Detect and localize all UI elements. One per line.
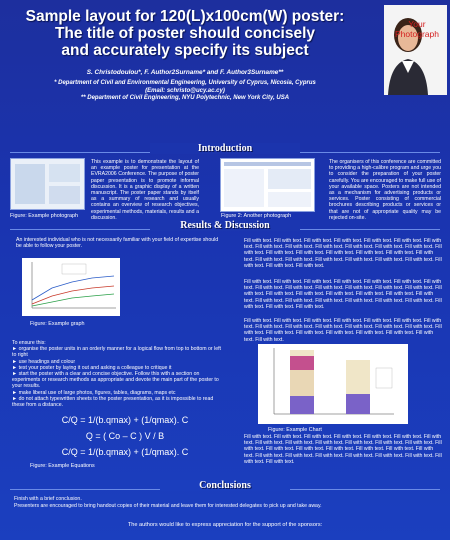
photo-caption: Your Photograph	[395, 19, 439, 39]
guideline-item: ► test your poster by laying it out and asking a colleague to critique it	[12, 364, 172, 371]
acknowledgement-text: The authors would like to express appreciation for the support of the sponsors:	[127, 522, 323, 528]
photograph-icon	[11, 159, 84, 209]
conclusions-line-1: Finish with a brief conclusion.	[14, 496, 82, 502]
another-photograph	[220, 158, 315, 212]
figure-caption-another-photograph: Figure 2: Another photograph	[221, 213, 292, 219]
example-graph	[22, 258, 120, 316]
guidelines-list	[12, 346, 224, 408]
equation-2: Q = ( Co – C ) V / B	[85, 431, 165, 441]
guidelines-block	[12, 340, 224, 408]
stacked-bar-chart-icon	[258, 344, 408, 424]
introduction-left-text: This example is to demonstrate the layout of an example poster for presentation at the EVRA2006 Conference. The purpose of poster paper presentation is to promote informal discussion. It is a graphic display of a written manuscript. The poster paper stands by itself as a summary of research and usually contains an overview of research objectives, experimental methods, materials, results and a discussion.	[91, 159, 199, 221]
figure-caption-chart: Figure: Example Chart	[268, 427, 322, 433]
guideline-item: ► do not attach typewritten sheets to the poster presentation, as it is impossible to read these from a distance.	[12, 395, 214, 409]
title-block	[0, 8, 370, 103]
poster-title-line-1: Sample layout for 120(L)x100cm(W) poster:	[25, 8, 345, 25]
affiliation-2: ** Department of Civil Engineering, NYU Polytechnic, New York City, USA	[80, 95, 290, 101]
fill-text-paragraph-1: Fill with text. Fill with text. Fill with text. Fill with text. Fill with text. Fill with text. Fill with text. Fill with text. Fill with text. Fill with text. Fill with text. Fill with text. Fill with text. Fill with text. Fill with text. Fill with text. Fill with text. Fill with text. Fill with text. Fill with text. Fill with text. Fill with text. Fill with text. Fill with text. Fill with text. Fill with text. Fill with text. Fill with text. Fill with text.	[244, 238, 442, 269]
equation-3: C/Q = 1/(b.qmax) + (1/qmax). C	[61, 447, 189, 457]
results-intro-text: An interested individual who is not necessarily familiar with your field of expertise should be able to follow your poster.	[16, 237, 219, 250]
conclusions-line-2: Presenters are encouraged to bring handout copies of their material and leave them for interested delegates to pick up and take away.	[14, 503, 322, 509]
guideline-item: ► make liberal use of large photos, figures, tables, diagrams, maps etc	[12, 389, 176, 396]
author-photo	[384, 5, 447, 95]
figure-caption-graph: Figure: Example graph	[30, 321, 85, 327]
equation-1: C/Q = 1/(b.qmax) + (1/qmax). C	[61, 415, 189, 425]
example-chart	[258, 344, 408, 424]
fill-text-paragraph-3: Fill with text. Fill with text. Fill with text. Fill with text. Fill with text. Fill with text. Fill with text. Fill with text. Fill with text. Fill with text. Fill with text. Fill with text. Fill with text. Fill with text. Fill with text. Fill with text. Fill with text. Fill with text. Fill with text. Fill with text. Fill with text.	[244, 318, 442, 343]
poster-title-line-2: The title of poster should concisely	[54, 25, 316, 42]
introduction-heading: Introduction	[150, 143, 300, 154]
guideline-item: ► use headings and colour	[12, 358, 76, 365]
affiliation-1: * Department of Civil and Environmental Engineering, University of Cyprus, Nicosia, Cyprus	[54, 80, 316, 86]
author-list: S. Christodoulou*, F. Author2Surname* and F. Author3Surname**	[86, 69, 284, 76]
conclusions-heading: Conclusions	[160, 480, 290, 491]
document-thumbnail-icon	[221, 159, 314, 211]
example-photograph	[10, 158, 85, 210]
poster-title-line-3: and accurately specify its subject	[61, 42, 309, 59]
guideline-item: ► start the poster with a clear and concise objective. Follow this with a section on experiments or research methods as appropriate and devote the main part of the poster to your results.	[12, 371, 219, 390]
fill-text-paragraph-4: Fill with text. Fill with text. Fill with text. Fill with text. Fill with text. Fill with text. Fill with text. Fill with text. Fill with text. Fill with text. Fill with text. Fill with text. Fill with text. Fill with text. Fill with text. Fill with text. Fill with text. Fill with text. Fill with text. Fill with text. Fill with text. Fill with text. Fill with text. Fill with text. Fill with text. Fill with text. Fill with text. Fill with text.	[244, 434, 442, 465]
line-graph-icon	[22, 258, 120, 316]
figure-caption-equations: Figure: Example Equations	[30, 463, 95, 469]
fill-text-paragraph-2: Fill with text. Fill with text. Fill with text. Fill with text. Fill with text. Fill with text. Fill with text. Fill with text. Fill with text. Fill with text. Fill with text. Fill with text. Fill with text. Fill with text. Fill with text. Fill with text. Fill with text. Fill with text. Fill with text. Fill with text. Fill with text. Fill with text. Fill with text. Fill with text. Fill with text. Fill with text. Fill with text. Fill with text. Fill with text.	[244, 279, 442, 310]
author-email: (Email: schristo@ucy.ac.cy)	[145, 87, 225, 94]
introduction-right-text: The organisers of this conference are committed to providing a high-calibre program and urge you to consider the preparation of your poster carefully. You are encouraged to make full use of your available space. Posters are not intended as a mechanism for advertising products or services. Poster consisting of commercial brochures describing products or services or that are not of appropriate quality may be rejected on-site.	[329, 159, 441, 221]
figure-caption-photograph: Figure: Example photograph	[10, 213, 79, 219]
guidelines-heading: To ensure this:	[12, 340, 46, 346]
guideline-item: ► organise the poster units in an orderly manner for a logical flow from top to bottom or left to right	[12, 346, 221, 359]
results-heading: Results & Discussion	[150, 220, 300, 231]
